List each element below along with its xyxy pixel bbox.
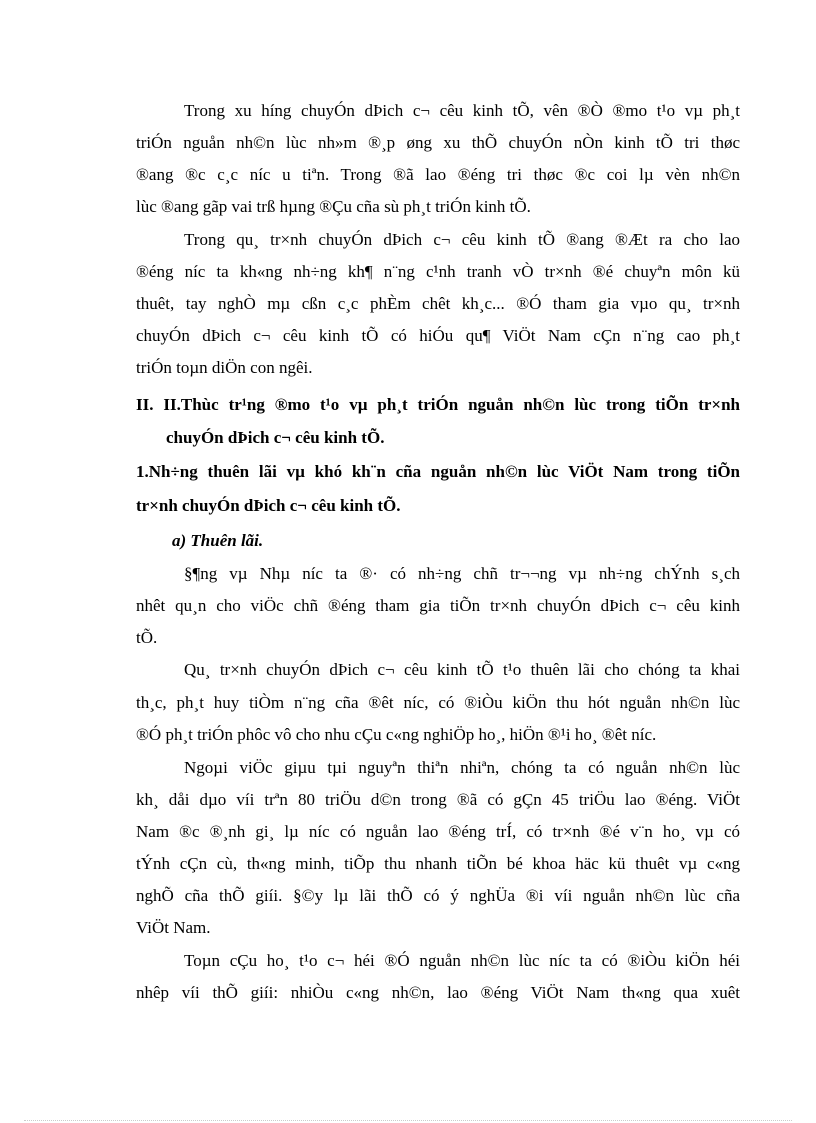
paragraph-5-line-6: ViÖt Nam. [136, 918, 211, 937]
subsection-heading-line-1: 1.Nh÷ng thuên lãi vµ khó kh¨n cña nguån nh©n lùc ViÖt Nam trong tiÕn [136, 462, 740, 481]
paragraph-5-line-2: kh¸ dåi dµo víi trªn 80 triÖu d©n trong ®ã có gÇn 45 triÖu lao ®éng. ViÖt [136, 790, 740, 809]
paragraph-2-line-1: Trong qu¸ tr×nh chuyÓn dÞich c¬ cêu kinh tÕ ®ang ®Æt ra cho lao [184, 230, 740, 249]
subsection-heading-line-2: tr×nh chuyÓn dÞich c¬ cêu kinh tÕ. [136, 496, 401, 515]
paragraph-5-line-3: Nam ®c ®¸nh gi¸ lµ níc có nguån lao ®éng trÍ, có tr×nh ®é v¨n ho¸ vµ có [136, 822, 740, 841]
paragraph-1-line-2: triÓn nguån nh©n lùc nh»m ®¸p øng xu thÕ chuyÓn nÒn kinh tÕ tri thøc [136, 133, 740, 152]
paragraph-4-line-3: ®Ó ph¸t triÓn phôc vô cho nhu cÇu c«ng nghiÖp ho¸, hiÖn ®¹i ho¸ ®êt níc. [136, 725, 657, 744]
paragraph-5-line-5: nghÕ cña thÕ giíi. §©y lµ lãi thÕ có ý nghÜa ®i víi nguån nh©n lùc cña [136, 886, 740, 905]
paragraph-1-line-4: lùc ®ang gãp vai trß hµng ®Çu cña sù ph¸t triÓn kinh tÕ. [136, 197, 531, 216]
paragraph-2-line-5: triÓn toµn diÖn con ngêi. [136, 358, 313, 377]
paragraph-3-line-1: §¶ng vµ Nhµ níc ta ®· có nh÷ng chñ tr¬¬ng vµ nh÷ng chÝnh s¸ch [184, 564, 740, 583]
paragraph-5-line-1: Ngoµi viÖc giµu tµi nguyªn thiªn nhiªn, chóng ta có nguån nh©n lùc [184, 758, 740, 777]
paragraph-2-line-2: ®éng níc ta kh«ng nh÷ng kh¶ n¨ng c¹nh tranh vÒ tr×nh ®é chuyªn môn kü [136, 262, 740, 281]
paragraph-6-line-2: nhêp víi thÕ giíi: nhiÒu c«ng nh©n, lao ®éng ViÖt Nam th«ng qua xuêt [136, 983, 740, 1002]
section-heading-line-1: II. II.Thùc tr¹ng ®mo t¹o vµ ph¸t triÓn nguån nh©n lùc trong tiÕn tr×nh [136, 395, 740, 414]
page-bottom-divider [24, 1120, 792, 1121]
paragraph-1-line-1: Trong xu híng chuyÓn dÞich c¬ cêu kinh tÕ, vên ®Ò ®mo t¹o vµ ph¸t [184, 101, 740, 120]
section-heading-line-2: chuyÓn dÞich c¬ cêu kinh tÕ. [166, 428, 385, 447]
paragraph-1-line-3: ®ang ®c c¸c níc u tiªn. Trong ®ã lao ®éng tri thøc ®c coi lµ vèn nh©n [136, 165, 740, 184]
paragraph-5-line-4: tÝnh cÇn cù, th«ng minh, tiÕp thu nhanh tiÕn bé khoa häc kü thuêt vµ c«ng [136, 854, 740, 873]
paragraph-6-line-1: Toµn cÇu ho¸ t¹o c¬ héi ®Ó nguån nh©n lùc níc ta có ®iÒu kiÖn héi [184, 951, 740, 970]
paragraph-3-line-2: nhêt qu¸n cho viÖc chñ ®éng tham gia tiÕn tr×nh chuyÓn dÞich c¬ cêu kinh [136, 596, 740, 615]
subheading-advantages: a) Thuên lãi. [172, 531, 264, 550]
paragraph-3-line-3: tÕ. [136, 628, 158, 647]
paragraph-2-line-4: chuyÓn dÞich c¬ cêu kinh tÕ có hiÓu qu¶ ViÖt Nam cÇn n¨ng cao ph¸t [136, 326, 740, 345]
paragraph-2-line-3: thuêt, tay nghÒ mµ cßn c¸c phÈm chêt kh¸c... ®Ó tham gia vµo qu¸ tr×nh [136, 294, 740, 313]
paragraph-4-line-1: Qu¸ tr×nh chuyÓn dÞich c¬ cêu kinh tÕ t¹o thuên lãi cho chóng ta khai [184, 660, 740, 679]
paragraph-4-line-2: th¸c, ph¸t huy tiÒm n¨ng cña ®êt níc, có ®iÒu kiÖn thu hót nguån nh©n lùc [136, 693, 740, 712]
